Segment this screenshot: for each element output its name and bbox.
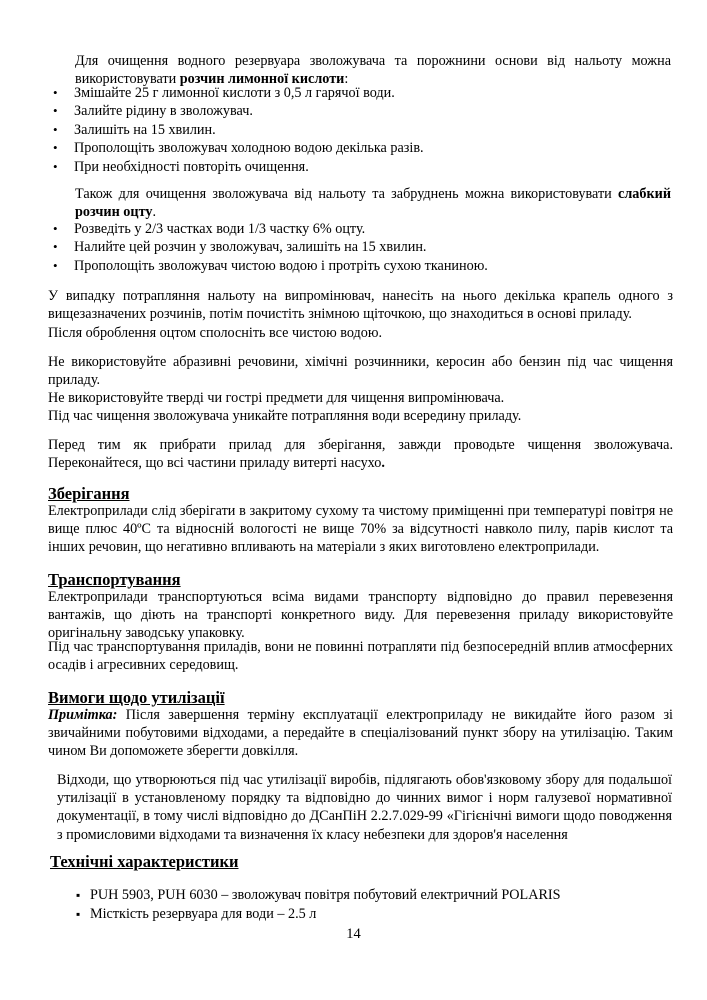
list-item: • Прополощіть зволожувач чистою водою і протріть сухою тканиною. xyxy=(48,257,488,275)
storage-heading: Зберігання xyxy=(48,484,130,503)
citric-bold-text: розчин лимонної кислоти xyxy=(179,71,345,88)
citric-intro-text: Для очищення водного резервуара зволожувача та порожнини основи від нальоту можна використовувати xyxy=(75,53,671,88)
list-item: • Налийте цей розчин у зволожувач, залишіть на 15 хвилин. xyxy=(48,238,488,256)
citric-acid-intro xyxy=(75,52,671,88)
storage-text: Електроприлади слід зберігати в закритому сухому та чистому приміщенні при температурі повітря не вище плюс 40ºC та відносній вологості не вище 70% за відсутності навколо пилу, парів кислот та інших речовин, що негативно впливають на матеріали з яких виготовлено електроприлади. xyxy=(48,503,673,556)
list-item: ▪ Місткість резервуара для води – 2.5 л xyxy=(76,905,561,924)
vinegar-dot: . xyxy=(152,204,156,221)
transport-text-2: Під час транспортування приладів, вони не повинні потрапляти під безпосередній вплив атмосферних осадів і агресивних середовищ. xyxy=(48,639,673,674)
page-number: 14 xyxy=(346,926,361,942)
storage-prep-dot: . xyxy=(381,455,385,472)
list-item: • Прополощіть зволожувач холодною водою декілька разів. xyxy=(48,139,424,157)
citric-steps-list xyxy=(48,84,424,176)
transport-text-1: Електроприлади транспортуються всіма видами транспорту відповідно до правил перевезення вантажів, що діють на транспорті конкретного виду. Для перевезення приладу використовуйте оригінальну заводську упаковку. xyxy=(48,589,673,642)
specs-list xyxy=(76,886,561,924)
warning-abrasives: Не використовуйте абразивні речовини, хімічні розчинники, керосин або бензин під час чищення приладу. xyxy=(48,354,673,389)
emitter-paragraph: У випадку потрапляння нальоту на випромінювач, нанесіть на нього декілька крапель одного з вищезазначених розчинів, потім почистіть знімною щіточкою, що знаходиться в основі приладу. xyxy=(48,288,673,323)
vinegar-bold-text: слабкий розчин оцту xyxy=(75,186,671,221)
note-label: Примітка: xyxy=(48,707,118,723)
vinegar-steps-list xyxy=(48,220,488,275)
list-item: ▪ PUH 5903, PUH 6030 – зволожувач повітря побутовий електричний POLARIS xyxy=(76,886,561,905)
note-text: Після завершення терміну експлуатації електроприладу не викидайте його разом зі звичайними побутовими відходами, а передайте в спеціалізований пункт збору на утилізацію. Таким чином Ви допоможете зберегти довкілля. xyxy=(48,707,673,760)
storage-prep-paragraph xyxy=(48,436,673,472)
specs-heading: Технічні характеристики xyxy=(50,852,239,871)
disposal-note xyxy=(48,706,673,761)
list-item: • При необхідності повторіть очищення. xyxy=(48,158,424,176)
list-item: • Розведіть у 2/3 частках води 1/3 частку 6% оцту. xyxy=(48,220,488,238)
emitter-rinse-line: Після оброблення оцтом сполосніть все чистою водою. xyxy=(48,325,383,341)
storage-prep-text: Перед тим як прибрати прилад для зберігання, завжди проводьте чищення зволожувача. Переконайтеся, що всі частини приладу витерті насухо xyxy=(48,437,673,472)
warning-sharp-objects: Не використовуйте тверді чи гострі предмети для чищення випромінювача. xyxy=(48,390,505,406)
list-item: • Залийте рідину в зволожувач. xyxy=(48,102,424,120)
list-item: • Залишіть на 15 хвилин. xyxy=(48,121,424,139)
warning-water: Під час чищення зволожувача уникайте потрапляння води всередину приладу. xyxy=(48,408,522,424)
vinegar-intro-text: Також для очищення зволожувача від нальоту та забруднень можна використовувати xyxy=(75,186,619,202)
disposal-waste-text: Відходи, що утворюються під час утилізації виробів, підлягають обов'язковому збору для подальшої утилізації в установленому порядку та відповідно до чинних вимог і норм галузевої нормативної документації, в тому числі відповідно до ДСанПіН 2.2.7.029-99 «Гігієнічні вимоги щодо поводження з промисловими відходами та визначення їх класу небезпеки для здоров'я населення xyxy=(57,772,672,843)
disposal-heading: Вимоги щодо утилізації xyxy=(48,688,225,707)
vinegar-intro xyxy=(75,185,671,221)
citric-colon: : xyxy=(344,71,349,88)
list-item: • Змішайте 25 г лимонної кислоти з 0,5 л гарячої води. xyxy=(48,84,424,102)
transport-heading: Транспортування xyxy=(48,570,181,589)
